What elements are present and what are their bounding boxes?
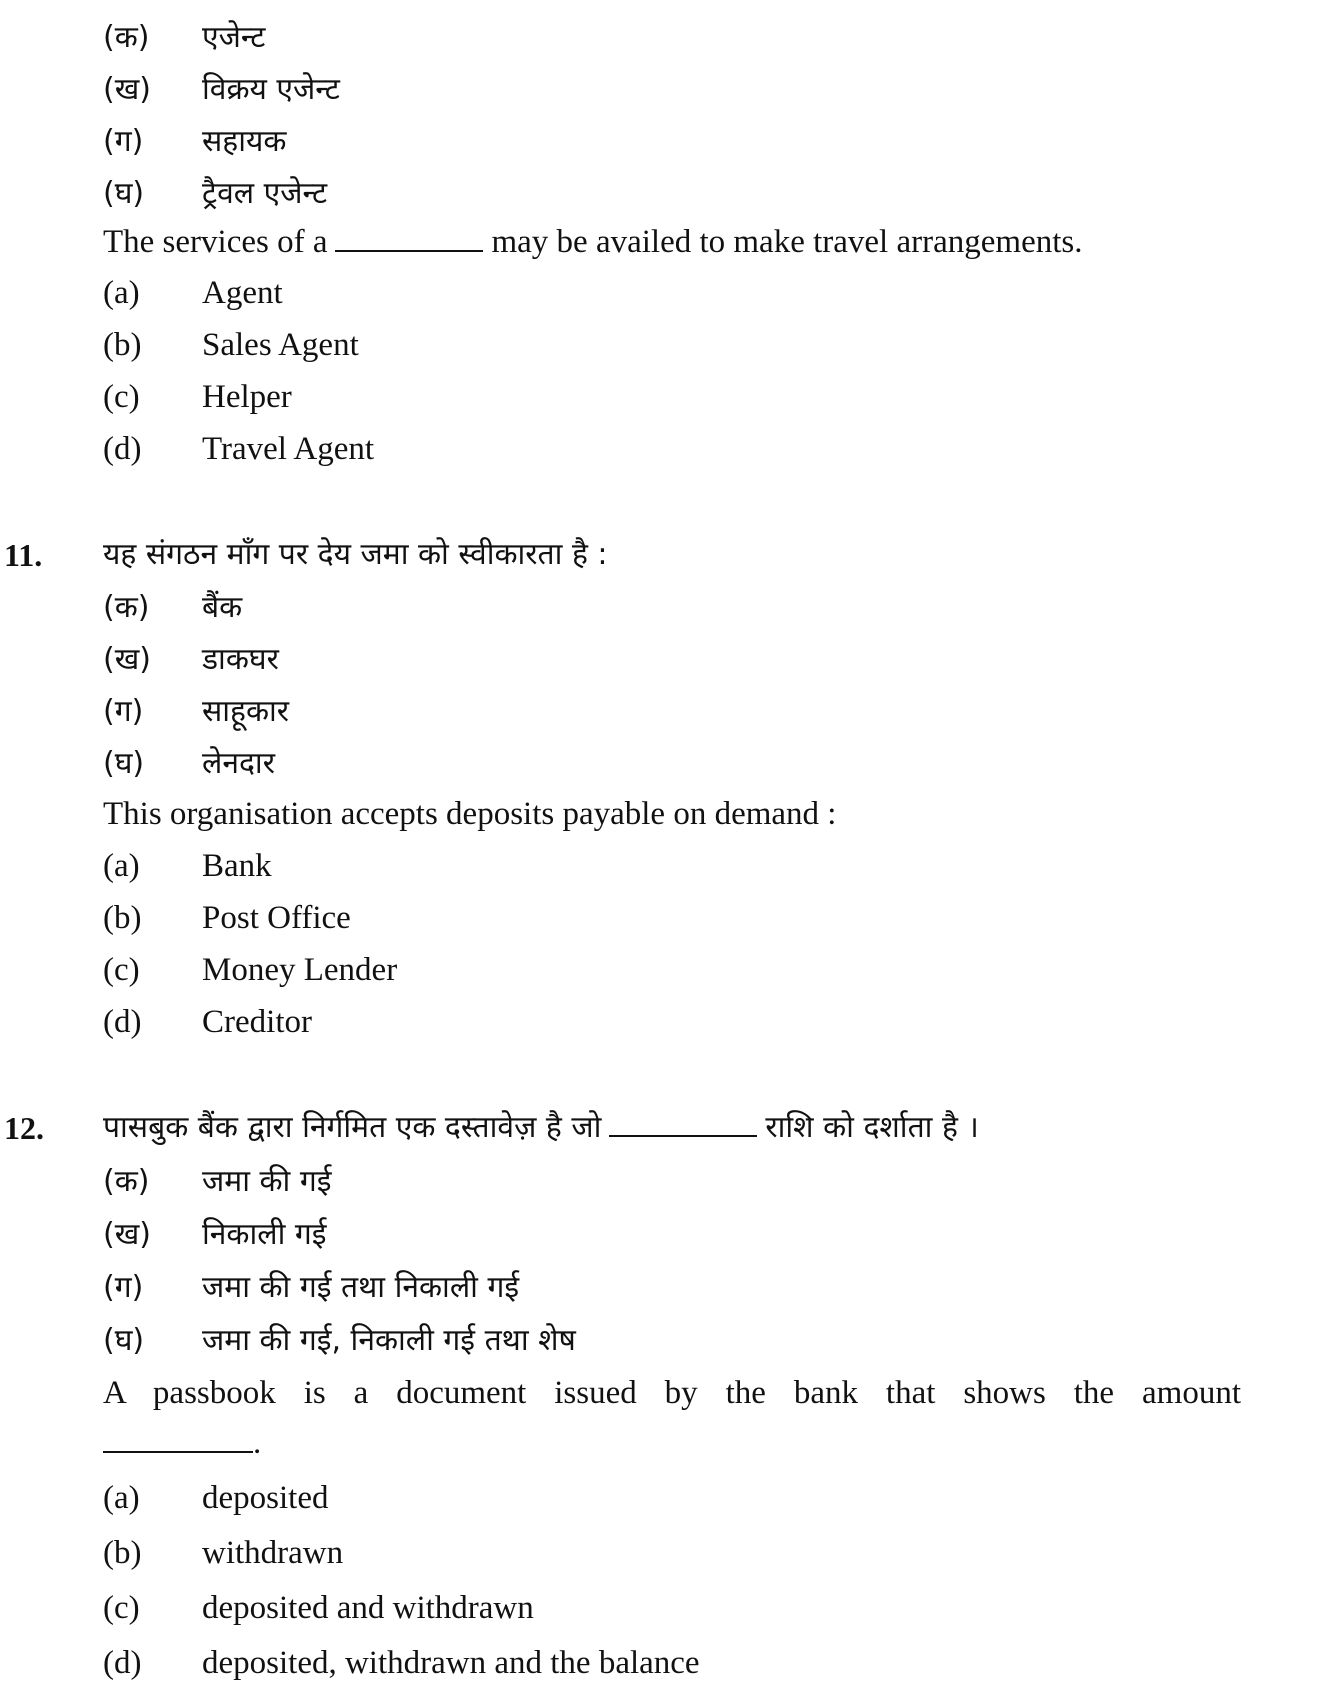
option-text: लेनदार — [202, 746, 275, 781]
option-text: साहूकार — [202, 694, 290, 729]
option-text: Sales Agent — [202, 327, 359, 363]
option-text: Bank — [202, 848, 272, 884]
option-label: (ख) — [103, 642, 151, 677]
option-label: (क) — [103, 590, 150, 625]
option-text: withdrawn — [202, 1535, 344, 1571]
option-text: Helper — [202, 379, 292, 415]
option-label: (क) — [103, 1164, 150, 1199]
option-label: (घ) — [103, 176, 145, 211]
option-label: (ख) — [103, 72, 151, 107]
stem-text: This organisation accepts deposits payable on demand : — [103, 796, 837, 832]
option-text: Travel Agent — [202, 431, 375, 467]
option-text: deposited, withdrawn and the balance — [202, 1645, 700, 1681]
option-text: deposited — [202, 1480, 329, 1516]
question-number: 12. — [4, 1110, 44, 1146]
stem-text-before: पासबुक बैंक द्वारा निर्गमित एक दस्तावेज़ है जो — [103, 1110, 602, 1145]
option-text: निकाली गई — [202, 1217, 327, 1252]
stem-wrapper — [103, 222, 1082, 262]
question-number: 11. — [4, 537, 43, 573]
option-label: (a) — [103, 275, 140, 311]
option-text: जमा की गई तथा निकाली गई — [202, 1270, 520, 1305]
option-text: Post Office — [202, 900, 351, 936]
answer-blank — [609, 1109, 757, 1137]
stem-text: A passbook is a document issued by the bank that shows the amount — [103, 1375, 1241, 1411]
option-label: (d) — [103, 1004, 142, 1040]
option-label: (c) — [103, 379, 140, 415]
option-label: (c) — [103, 952, 140, 988]
stem-wrapper — [103, 1423, 261, 1463]
option-label: (b) — [103, 1535, 142, 1571]
stem-text-after: may be availed to make travel arrangements. — [491, 224, 1083, 260]
option-text: Agent — [202, 275, 283, 311]
option-label: (ग) — [103, 124, 144, 159]
option-label: (घ) — [103, 1323, 145, 1358]
option-label: (a) — [103, 848, 140, 884]
answer-blank — [103, 1425, 253, 1453]
option-text: डाकघर — [202, 642, 279, 677]
answer-blank — [335, 224, 483, 252]
option-label: (d) — [103, 431, 142, 467]
option-label: (ग) — [103, 694, 144, 729]
stem-wrapper — [103, 1108, 979, 1148]
option-label: (a) — [103, 1480, 140, 1516]
option-label: (ग) — [103, 1270, 144, 1305]
option-label: (b) — [103, 327, 142, 363]
stem-text-before: The services of a — [103, 224, 328, 260]
stem-text: यह संगठन माँग पर देय जमा को स्वीकारता है : — [103, 537, 608, 572]
option-label: (ख) — [103, 1217, 151, 1252]
option-text: ट्रैवल एजेन्ट — [202, 176, 328, 211]
option-text: एजेन्ट — [202, 20, 266, 55]
option-text: जमा की गई, निकाली गई तथा शेष — [202, 1323, 576, 1358]
option-text: deposited and withdrawn — [202, 1590, 534, 1626]
option-label: (b) — [103, 900, 142, 936]
option-label: (c) — [103, 1590, 140, 1626]
option-text: बैंक — [202, 590, 243, 625]
option-text: सहायक — [202, 124, 287, 159]
stem-end: . — [253, 1425, 262, 1461]
stem-text-after: राशि को दर्शाता है । — [765, 1110, 979, 1145]
option-text: Money Lender — [202, 952, 398, 988]
option-label: (d) — [103, 1645, 142, 1681]
option-text: Creditor — [202, 1004, 312, 1040]
option-text: जमा की गई — [202, 1164, 332, 1199]
option-label: (क) — [103, 20, 150, 55]
option-label: (घ) — [103, 746, 145, 781]
option-text: विक्रय एजेन्ट — [202, 72, 340, 107]
